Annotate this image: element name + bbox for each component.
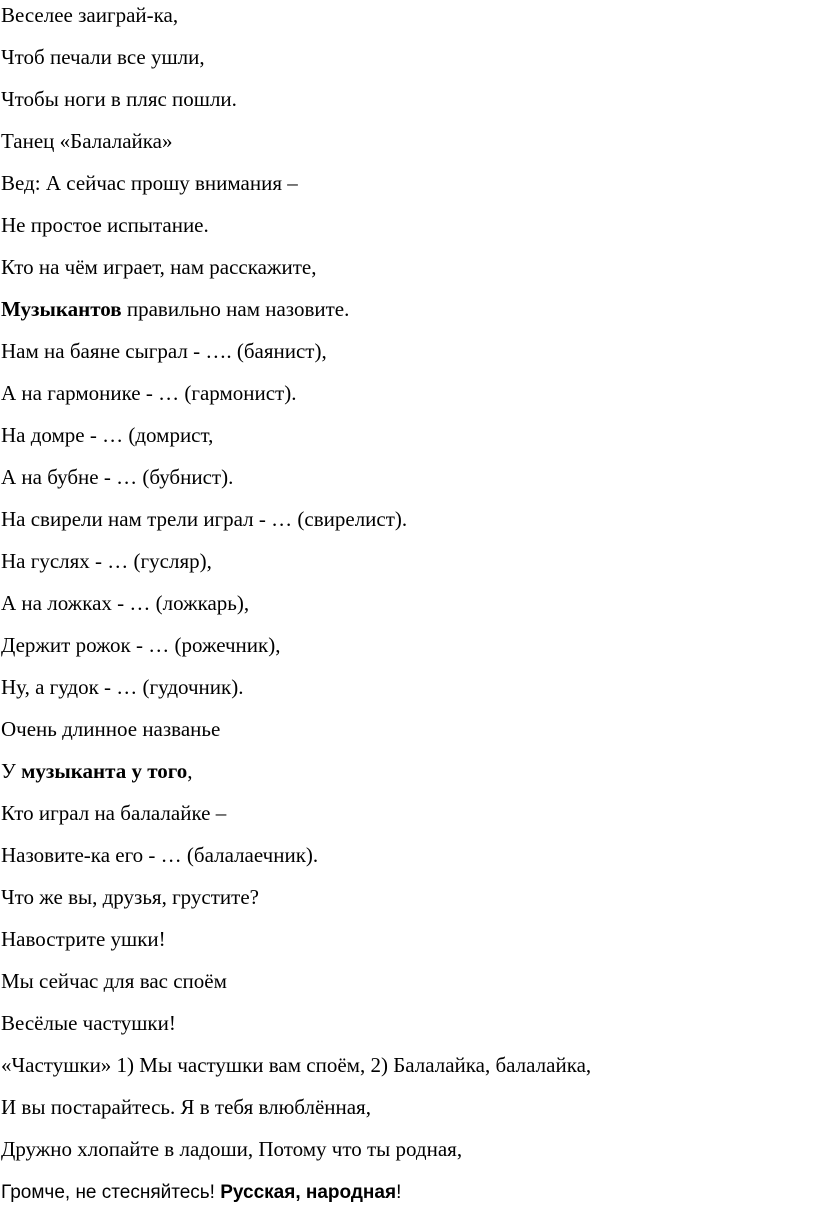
text-line-23: Навострите ушки! [1, 927, 166, 951]
text-line-27: И вы постарайтесь. Я в тебя влюблённая, [1, 1095, 371, 1119]
text-line-22: Что же вы, друзья, грустите? [1, 885, 259, 909]
text-line-20: Кто играл на балалайке – [1, 801, 227, 825]
text-line-21: Назовите-ка его - … (балалаечник). [1, 843, 319, 867]
text-line-6: Не простое испытание. [1, 213, 209, 237]
text-line-11: На домре - … (домрист, [1, 423, 214, 447]
bold-word-musicians: Музыкантов [1, 297, 122, 321]
text-line-13: На свирели нам трели играл - … (свирелист). [1, 507, 408, 531]
text-line-19-end: , [187, 759, 193, 783]
text-line-24: Мы сейчас для вас споём [1, 969, 227, 993]
text-line-29 [1, 1183, 401, 1202]
text-line-8-rest: правильно нам назовите. [121, 297, 350, 321]
text-line-16: Держит рожок - … (рожечник), [1, 633, 281, 657]
text-line-1: Веселее заиграй-ка, [1, 3, 179, 27]
text-line-3: Чтобы ноги в пляс пошли. [1, 87, 237, 111]
text-line-15: А на ложках - … (ложкарь), [1, 591, 250, 615]
text-line-29-start: Громче, не стесняйтесь! [1, 1182, 221, 1203]
text-line-4: Танец «Балалайка» [1, 129, 173, 153]
text-line-14: На гуслях - … (гусляр), [1, 549, 212, 573]
bold-phrase-russian-folk: Русская, народная [220, 1182, 397, 1203]
text-line-26: «Частушки» 1) Мы частушки вам споём, 2) Балалайка, балалайка, [1, 1053, 592, 1077]
text-line-2: Чтоб печали все ушли, [1, 45, 205, 69]
text-line-7: Кто на чём играет, нам расскажите, [1, 255, 317, 279]
text-line-19-start: У [1, 759, 22, 783]
text-line-19 [1, 761, 193, 782]
text-line-18: Очень длинное названье [1, 717, 221, 741]
text-line-8 [1, 299, 349, 320]
text-line-10: А на гармонике - … (гармонист). [1, 381, 297, 405]
text-line-12: А на бубне - … (бубнист). [1, 465, 234, 489]
text-line-9: Нам на баяне сыграл - …. (баянист), [1, 339, 327, 363]
text-line-25: Весёлые частушки! [1, 1011, 176, 1035]
text-line-17: Ну, а гудок - … (гудочник). [1, 675, 244, 699]
text-line-5: Вед: А сейчас прошу внимания – [1, 171, 298, 195]
text-line-29-end: ! [396, 1182, 402, 1203]
text-line-28: Дружно хлопайте в ладоши, Потому что ты родная, [1, 1137, 463, 1161]
bold-phrase-musician: музыканта у того [21, 759, 188, 783]
